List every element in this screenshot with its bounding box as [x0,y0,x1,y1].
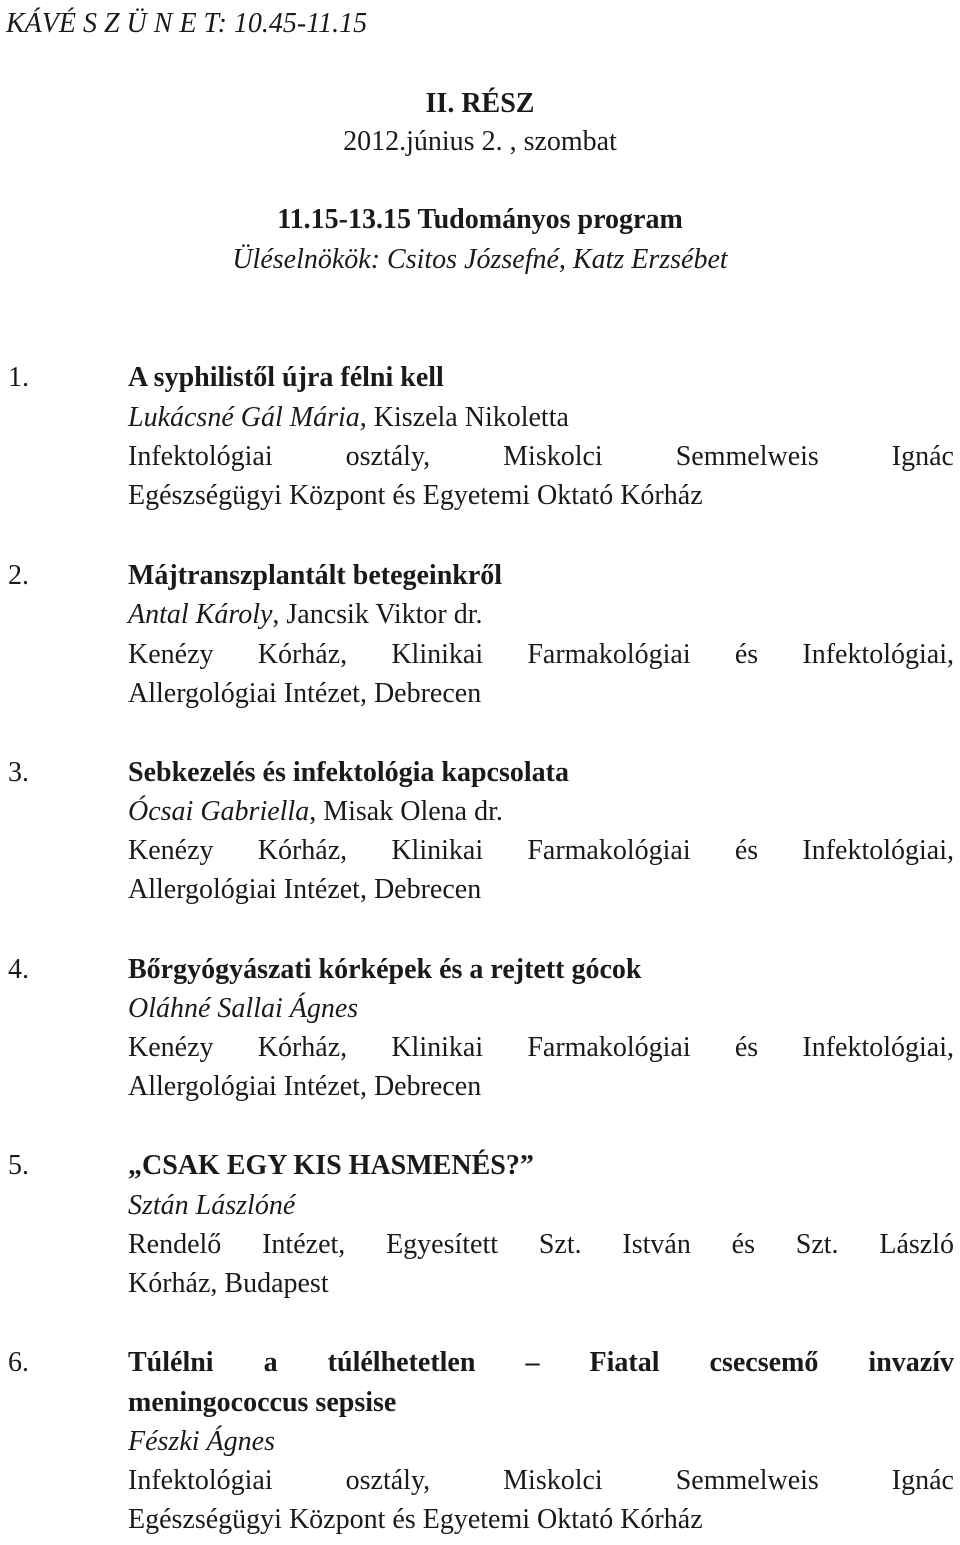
part-title: II. RÉSZ [425,88,535,119]
talk-number: 3. [8,757,29,788]
talk-number: 1. [8,362,29,393]
talk-title: Bőrgyógyászati kórképek és a rejtett gócok [128,954,642,985]
session-time-title: 11.15-13.15 Tudományos program [277,204,683,235]
author-coauthor: , Misak Olena dr. [309,796,503,827]
talk-authors [128,792,954,832]
talk-institution-line: Infektológiai osztály, Miskolci Semmelweis Ignác [128,441,954,472]
talk-title: A syphilistől újra félni kell [128,362,444,393]
talk-institution-line: Infektológiai osztály, Miskolci Semmelweis Ignác [128,1465,954,1496]
talk-title: Sebkezelés és infektológia kapcsolata [128,757,569,788]
talk-institution-line: Egészségügyi Központ és Egyetemi Oktató Kórház [128,480,703,511]
talk-authors [128,398,954,438]
talk-title: „CSAK EGY KIS HASMENÉS?” [128,1150,534,1181]
talk-institution-line: Egészségügyi Központ és Egyetemi Oktató Kórház [128,1504,703,1535]
talk-number: 6. [8,1347,29,1378]
session-chairs: Üléselnökök: Csitos Józsefné, Katz Erzsébet [232,244,728,275]
talk-institution-line: Allergológiai Intézet, Debrecen [128,874,482,905]
talk-number: 4. [8,954,29,985]
part-date: 2012.június 2. , szombat [343,126,617,157]
talk-institution-line: Allergológiai Intézet, Debrecen [128,1071,482,1102]
author-presenter: Oláhné Sallai Ágnes [128,993,359,1024]
talk-title: Túlélni a túlélhetetlen – Fiatal csecsemő invazív [128,1347,954,1378]
author-coauthor: , Jancsik Viktor dr. [272,599,483,630]
talk-institution-line: Kórház, Budapest [128,1268,329,1299]
talk-institution-line: Rendelő Intézet, Egyesített Szt. István és Szt. László [128,1229,954,1260]
author-presenter: Sztán Lászlóné [128,1190,296,1221]
author-presenter: Antal Károly [128,599,273,630]
talk-institution-line: Kenézy Kórház, Klinikai Farmakológiai és Infektológiai, [128,1032,954,1063]
talk-authors [128,595,954,635]
talk-number: 2. [8,560,29,591]
author-presenter: Ócsai Gabriella [128,796,310,827]
author-coauthor: Kiszela Nikoletta [366,402,569,433]
talk-title: Májtranszplantált betegeinkről [128,560,503,591]
talk-institution-line: Kenézy Kórház, Klinikai Farmakológiai és Infektológiai, [128,835,954,866]
author-presenter: Lukácsné Gál Mária, [128,402,367,433]
talk-institution-line: Kenézy Kórház, Klinikai Farmakológiai és Infektológiai, [128,639,954,670]
author-presenter: Fészki Ágnes [128,1426,275,1457]
coffee-break-heading: KÁVÉ S Z Ü N E T: 10.45-11.15 [6,8,368,39]
talk-title-continued: meningococcus sepsise [128,1387,397,1418]
talk-institution-line: Allergológiai Intézet, Debrecen [128,678,482,709]
talk-number: 5. [8,1150,29,1181]
